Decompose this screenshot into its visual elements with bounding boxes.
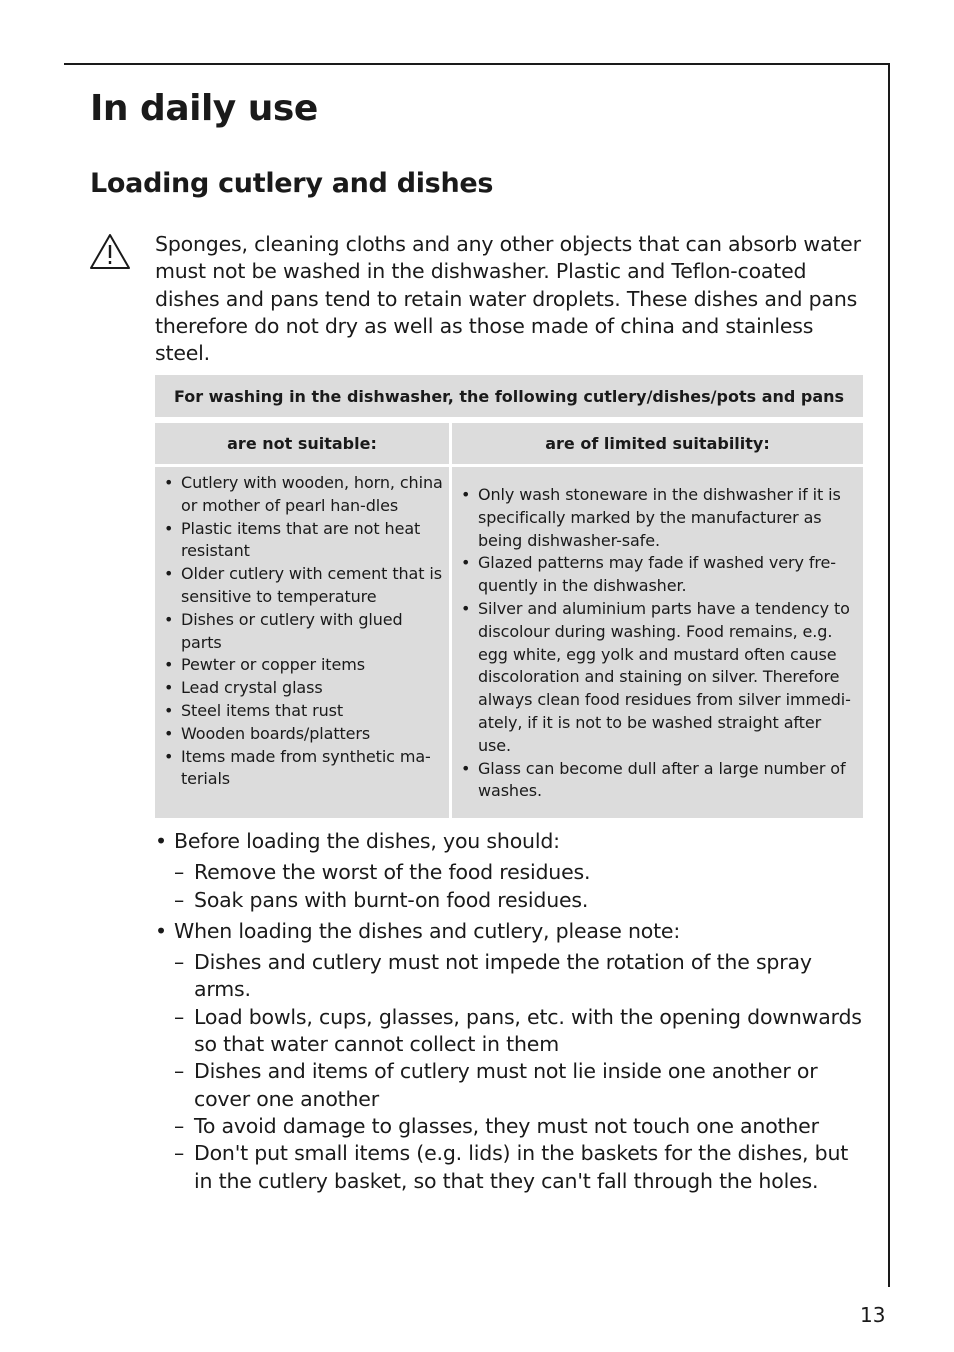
- list-item: • Cutlery with wooden, horn, china or mother of pearl han-dles: [161, 472, 443, 518]
- list-item: • Dishes or cutlery with glued parts: [161, 609, 443, 655]
- not-suitable-list: [161, 472, 443, 791]
- list-item: • Silver and aluminium parts have a tendency to discolour during washing. Food remains, e.g. egg white, egg yolk and mustard often cause discoloration and staining on silver. Therefore always clean food residues from silver immedi-ately, if it is not to be washed straight after use.: [458, 598, 857, 758]
- suitability-table: [155, 375, 863, 818]
- step-item: – Soak pans with burnt-on food residues.: [174, 887, 865, 914]
- list-item: • Only wash stoneware in the dishwasher if it is specifically marked by the manufacturer as being dishwasher-safe.: [458, 484, 857, 552]
- page-title: In daily use: [90, 88, 318, 129]
- step-item: – To avoid damage to glasses, they must not touch one another: [174, 1113, 865, 1140]
- section-title: Loading cutlery and dishes: [90, 168, 494, 199]
- step-item: – Dishes and items of cutlery must not lie inside one another or cover one another: [174, 1058, 865, 1113]
- step-item: – Load bowls, cups, glasses, pans, etc. with the opening downwards so that water cannot collect in them: [174, 1004, 865, 1059]
- not-suitable-body: [155, 467, 449, 818]
- limited-suitability-body: [452, 467, 863, 818]
- list-item: • Items made from synthetic ma-terials: [161, 746, 443, 792]
- list-item: • Wooden boards/platters: [161, 723, 443, 746]
- list-item: • Plastic items that are not heat resistant: [161, 518, 443, 564]
- not-suitable-column: [155, 423, 449, 818]
- side-rule: [888, 63, 890, 1287]
- when-loading-label: • When loading the dishes and cutlery, please note:: [155, 918, 865, 945]
- limited-suitability-header: are of limited suitability:: [452, 423, 863, 464]
- limited-suitability-list: [458, 484, 857, 803]
- warning-triangle-icon: [88, 232, 132, 272]
- table-heading: For washing in the dishwasher, the following cutlery/dishes/pots and pans: [155, 375, 863, 417]
- not-suitable-header: are not suitable:: [155, 423, 449, 464]
- step-item: – Remove the worst of the food residues.: [174, 859, 865, 886]
- warning-text: Sponges, cleaning cloths and any other objects that can absorb water must not be washed in the dishwasher. Plastic and Teflon-coated dishes and pans tend to retain water droplets. These dishes and pans therefore do not dry as well as those made of china and stainless steel.: [155, 232, 861, 366]
- top-rule: [64, 63, 890, 65]
- list-item: • Lead crystal glass: [161, 677, 443, 700]
- list-item: • Older cutlery with cement that is sensitive to temperature: [161, 563, 443, 609]
- step-item: – Don't put small items (e.g. lids) in the baskets for the dishes, but in the cutlery basket, so that they can't fall through the holes.: [174, 1140, 865, 1195]
- before-loading-label: • Before loading the dishes, you should:: [155, 828, 865, 855]
- when-loading-steps: [174, 949, 865, 1195]
- limited-suitability-column: [452, 423, 863, 818]
- list-item: • Pewter or copper items: [161, 654, 443, 677]
- list-item: • Steel items that rust: [161, 700, 443, 723]
- loading-instructions: [155, 828, 865, 1199]
- step-item: – Dishes and cutlery must not impede the rotation of the spray arms.: [174, 949, 865, 1004]
- page-number: 13: [860, 1303, 886, 1327]
- before-loading-steps: [174, 859, 865, 914]
- table-columns: [155, 423, 863, 818]
- list-item: • Glazed patterns may fade if washed very fre-quently in the dishwasher.: [458, 552, 857, 598]
- list-item: • Glass can become dull after a large number of washes.: [458, 758, 857, 804]
